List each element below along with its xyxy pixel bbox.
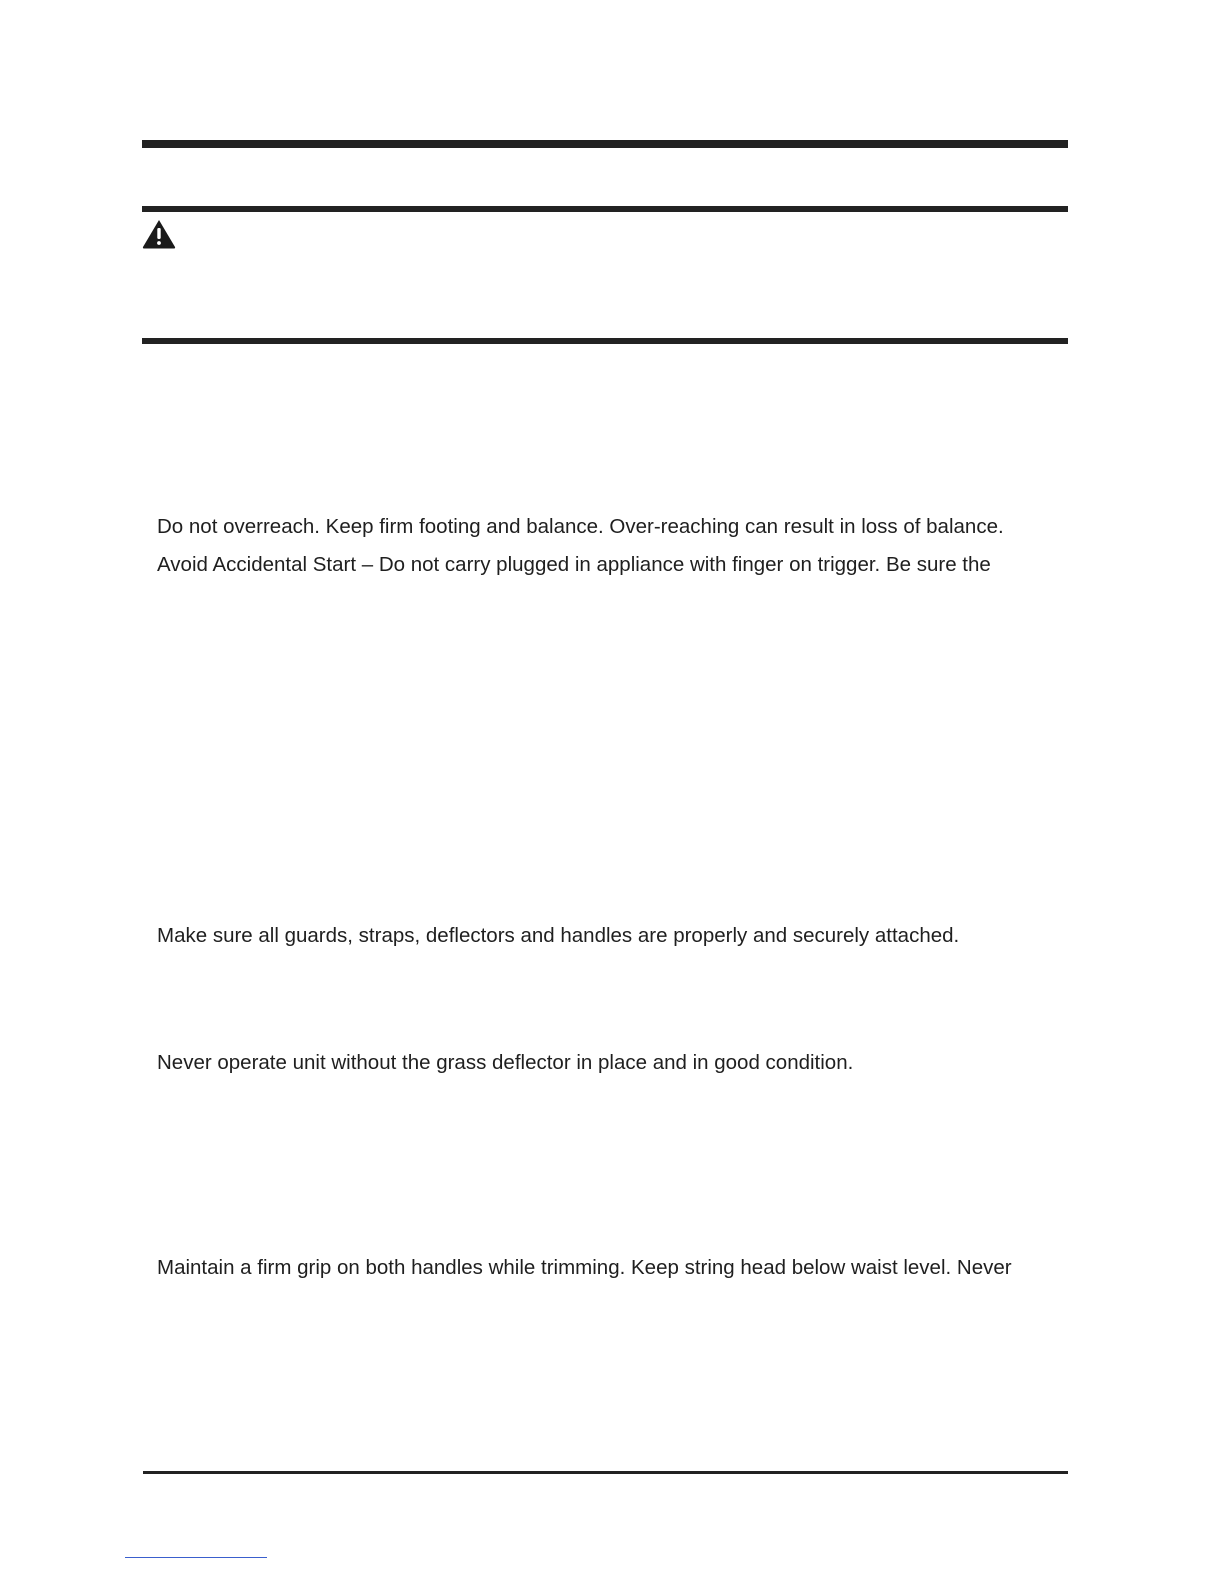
safety-instruction-firm-grip: Maintain a firm grip on both handles while trimming. Keep string head below waist level. Never <box>157 1256 1012 1279</box>
warning-box-top-rule <box>142 206 1068 212</box>
safety-instruction-overreach: Do not overreach. Keep firm footing and balance. Over-reaching can result in loss of balance. <box>157 515 1004 538</box>
header-rule <box>142 140 1068 148</box>
safety-instruction-guards: Make sure all guards, straps, deflectors and handles are properly and securely attached. <box>157 924 960 947</box>
footer-link-underline[interactable] <box>125 1557 267 1558</box>
warning-box-bottom-rule <box>142 338 1068 344</box>
footer-rule <box>143 1471 1068 1474</box>
safety-instruction-accidental-start: Avoid Accidental Start – Do not carry plugged in appliance with finger on trigger. Be sure the <box>157 553 991 576</box>
warning-triangle-icon <box>141 218 177 250</box>
safety-instruction-grass-deflector: Never operate unit without the grass deflector in place and in good condition. <box>157 1051 854 1074</box>
